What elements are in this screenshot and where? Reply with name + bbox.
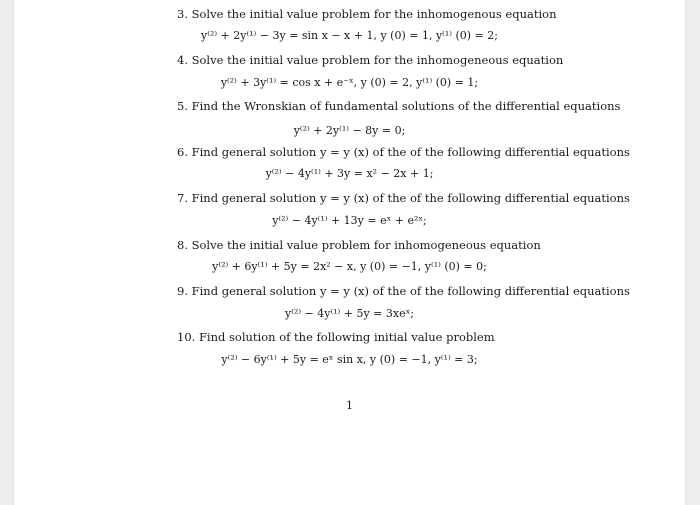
problem-4-text: 4. Solve the initial value problem for the inhomogeneous equation xyxy=(177,53,564,67)
problem-3-equation: y⁽²⁾ + 2y⁽¹⁾ − 3y = sin x − x + 1, y (0) = 1, y⁽¹⁾ (0) = 2; xyxy=(201,29,498,42)
problem-5-text: 5. Find the Wronskian of fundamental solutions of the differential equations xyxy=(177,99,621,113)
problem-3-text: 3. Solve the initial value problem for the inhomogenous equation xyxy=(177,7,557,21)
document-page xyxy=(14,0,685,505)
problem-9-text: 9. Find general solution y = y (x) of the of the following differential equations xyxy=(177,284,630,298)
problem-10-text: 10. Find solution of the following initial value problem xyxy=(177,330,495,344)
problem-7-text: 7. Find general solution y = y (x) of the of the following differential equations xyxy=(177,191,630,205)
problem-6-equation: y⁽²⁾ − 4y⁽¹⁾ + 3y = x² − 2x + 1; xyxy=(265,167,434,180)
problem-5-equation: y⁽²⁾ + 2y⁽¹⁾ − 8y = 0; xyxy=(293,124,406,137)
problem-8-equation: y⁽²⁾ + 6y⁽¹⁾ + 5y = 2x² − x, y (0) = −1, y⁽¹⁾ (0) = 0; xyxy=(212,260,487,273)
problem-7-equation: y⁽²⁾ − 4y⁽¹⁾ + 13y = eˣ + e²ˣ; xyxy=(272,214,427,227)
problem-9-equation: y⁽²⁾ − 4y⁽¹⁾ + 5y = 3xeˣ; xyxy=(285,307,414,320)
problem-4-equation: y⁽²⁾ + 3y⁽¹⁾ = cos x + e⁻ˣ, y (0) = 2, y⁽¹⁾ (0) = 1; xyxy=(220,76,479,89)
problem-6-text: 6. Find general solution y = y (x) of the of the following differential equations xyxy=(177,145,630,159)
problem-10-equation: y⁽²⁾ − 6y⁽¹⁾ + 5y = eˣ sin x, y (0) = −1, y⁽¹⁾ = 3; xyxy=(221,353,478,366)
page-number: 1 xyxy=(346,399,353,412)
problem-8-text: 8. Solve the initial value problem for inhomogeneous equation xyxy=(177,238,541,252)
